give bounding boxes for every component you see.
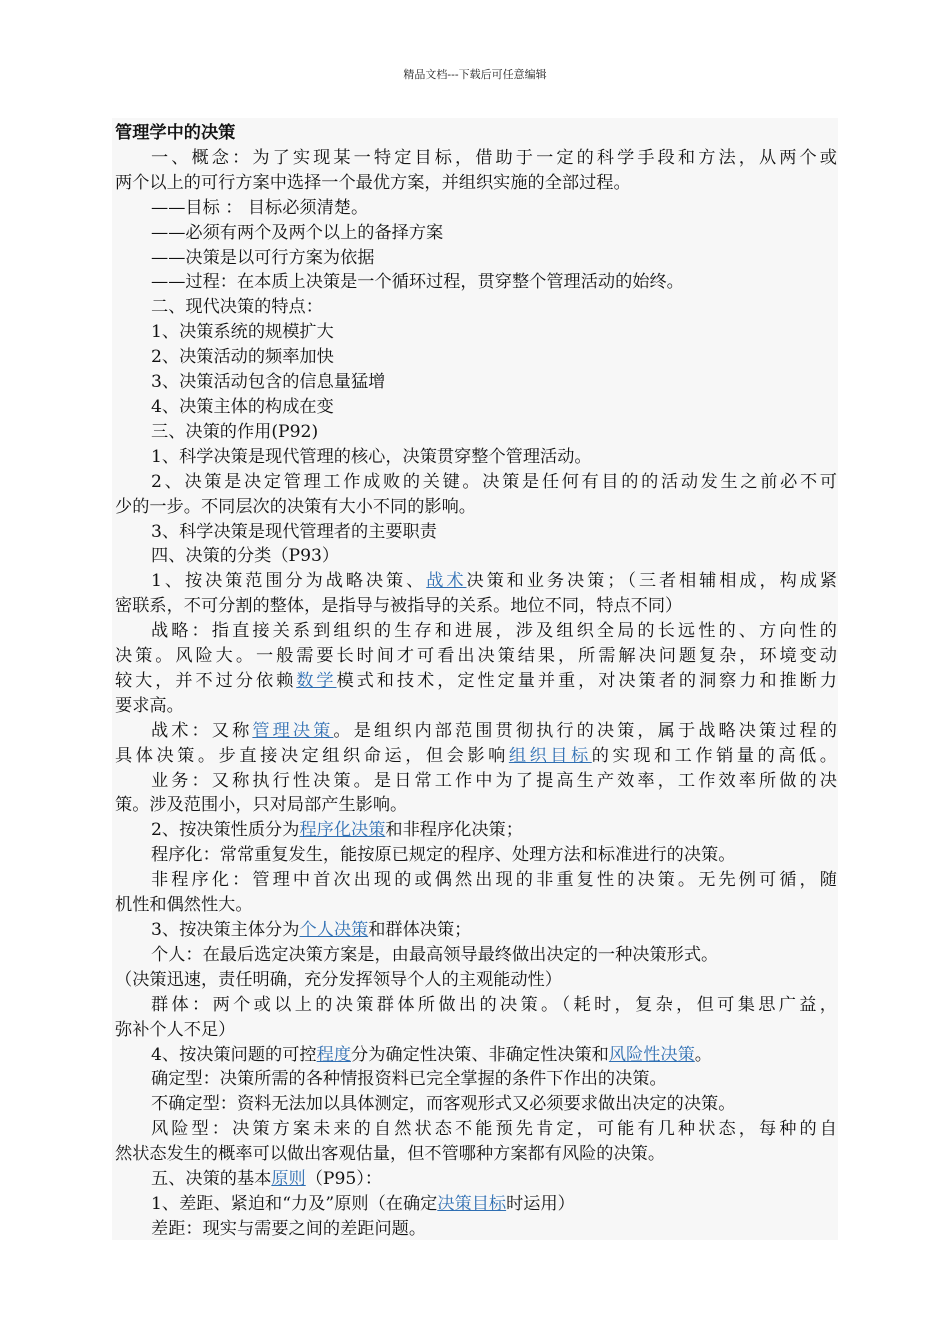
text-line (115, 619, 837, 644)
text-line (115, 1117, 837, 1142)
text-segment: 然状态发生的概率可以做出客观估量，但不管哪种方案都有风险的决策。 (115, 1144, 666, 1165)
text-segment: 少的一步。不同层次的决策有大小不同的影响。 (115, 496, 476, 517)
text-segment: 业务：又称执行性决策。是日常工作中为了提高生产效率，工作效率所做的决 (151, 770, 837, 791)
text-line (115, 146, 837, 171)
text-segment: 和群体决策； (368, 920, 472, 940)
text-line (115, 320, 837, 345)
text-segment: ——必须有两个及两个以上的备择方案 (151, 222, 444, 243)
page-header: 精品文档---下载后可任意编辑 (403, 68, 547, 81)
text-line (115, 1142, 837, 1167)
text-segment: 非程序化：管理中首次出现的或偶然出现的非重复性的决策。无先例可循，随 (151, 870, 837, 891)
text-segment: 一、概念：为了实现某一特定目标，借助于一定的科学手段和方法，从两个或 (151, 147, 837, 168)
text-segment: 二、现代决策的特点： (151, 297, 323, 318)
text-line (115, 395, 837, 420)
text-segment: 决策。风险大。一般需要长时间才可看出决策结果，所需解决问题复杂，环境变动 (115, 646, 837, 667)
text-segment: 弥补个人不足） (115, 1019, 236, 1040)
text-segment: 时运用） (506, 1193, 575, 1214)
text-segment: 密联系，不可分割的整体，是指导与被指导的关系。地位不同，特点不同） (115, 596, 683, 617)
text-line (115, 171, 837, 196)
text-segment: 群体：两个或以上的决策群体所做出的决策。（耗时，复杂，但可集思广益， (151, 994, 837, 1015)
text-line (115, 769, 837, 794)
text-segment: 模式和技术，定性定量并重，对决策者的洞察力和推断力 (336, 670, 837, 691)
text-segment: 1、差距、紧迫和“力及”原则（在确定 (151, 1193, 438, 1214)
text-line (115, 918, 837, 943)
hyperlink[interactable]: 原则 (271, 1169, 306, 1190)
text-line (115, 370, 837, 395)
paragraph-lines (115, 146, 837, 1242)
text-segment: 机性和偶然性大。 (115, 895, 253, 916)
text-line (115, 1092, 837, 1117)
text-segment: 战术：又称 (151, 720, 253, 741)
text-segment: 。 (694, 1044, 712, 1065)
text-line (115, 669, 837, 694)
text-line (115, 196, 837, 221)
text-segment: 较大，并不过分依赖 (115, 670, 297, 691)
text-segment: 五、决策的基本 (151, 1169, 272, 1190)
text-segment: 2、按决策性质分为 (151, 820, 300, 841)
text-line (115, 893, 837, 918)
text-segment: ——决策是以可行方案为依据 (151, 247, 375, 268)
text-line (115, 968, 837, 993)
text-line (115, 295, 837, 320)
hyperlink[interactable]: 组织目标 (508, 745, 592, 766)
text-line (115, 495, 837, 520)
text-segment: 3、按决策主体分为 (151, 920, 300, 940)
text-line (115, 569, 837, 594)
text-segment: 确定型：决策所需的各种情报资料已完全掌握的条件下作出的决策。 (151, 1069, 667, 1090)
hyperlink[interactable]: 数学 (296, 670, 337, 691)
text-segment: ——目标 ： 目标必须清楚。 (151, 197, 369, 218)
text-segment: 2、决策活动的频率加快 (151, 347, 334, 368)
text-segment: 2、决策是决定管理工作成败的关键。决策是任何有目的的活动发生之前必不可 (151, 471, 837, 492)
text-line (115, 544, 837, 569)
text-segment: 具体决策。步直接决定组织命运，但会影响 (115, 745, 509, 766)
text-line (115, 694, 837, 719)
text-line (115, 420, 837, 445)
text-segment: 战略：指直接关系到组织的生存和进展，涉及组织全局的长远性的、方向性的 (151, 621, 837, 642)
text-segment: 3、科学决策是现代管理者的主要职责 (151, 521, 437, 542)
text-segment: 不确定型：资料无法加以具体测定，而客观形式又必须要求做出决定的决策。 (151, 1094, 736, 1115)
text-segment: 三、决策的作用(P92) (151, 421, 319, 442)
text-segment: 要求高。 (115, 695, 184, 716)
text-line (115, 1043, 837, 1068)
text-line (115, 470, 837, 495)
text-segment: 程序化：常常重复发生，能按原已规定的程序、处理方法和标准进行的决策。 (151, 845, 736, 866)
text-line (115, 221, 837, 246)
text-segment: ——过程：在本质上决策是一个循环过程，贯穿整个管理活动的始终。 (151, 272, 684, 293)
text-line (115, 719, 837, 744)
text-segment: 和非程序化决策； (385, 820, 523, 841)
text-line (115, 270, 837, 295)
text-segment: （P95）： (305, 1169, 383, 1190)
text-segment: 分为确定性决策、非确定性决策和 (351, 1044, 609, 1065)
text-line (115, 744, 837, 769)
text-segment: 策。涉及范围小，只对局部产生影响。 (115, 795, 408, 816)
text-segment: 的实现和工作销量的高低。 (591, 745, 837, 766)
text-line (115, 818, 837, 843)
text-line (115, 644, 837, 669)
text-segment: 3、决策活动包含的信息量猛增 (151, 372, 386, 393)
text-segment: 1、决策系统的规模扩大 (151, 322, 334, 343)
text-segment: 4、按决策问题的可控 (151, 1044, 317, 1065)
text-segment: （决策迅速，责任明确，充分发挥领导个人的主观能动性） (115, 969, 562, 990)
text-line (115, 993, 837, 1018)
text-line (115, 1067, 837, 1092)
text-segment: 两个以上的可行方案中选择一个最优方案，并组织实施的全部过程。 (115, 172, 631, 193)
text-segment: 1、按决策范围分为战略决策、 (151, 571, 427, 592)
text-segment: 1、科学决策是现代管理的核心，决策贯穿整个管理活动。 (151, 446, 592, 467)
hyperlink[interactable]: 管理决策 (252, 720, 334, 741)
document-body (115, 121, 837, 1242)
text-line (115, 594, 837, 619)
text-segment: 个人：在最后选定决策方案是，由最高领导最终做出决定的一种决策形式。 (151, 944, 719, 965)
text-segment: 。是组织内部范围贯彻执行的决策，属于战略决策过程的 (333, 720, 837, 741)
text-line (115, 1167, 837, 1192)
text-line (115, 345, 837, 370)
text-line (115, 943, 837, 968)
text-line (115, 445, 837, 470)
text-line (115, 793, 837, 818)
text-line (115, 246, 837, 271)
text-line (115, 1192, 837, 1217)
text-segment: 决策和业务决策；（三者相辅相成，构成紧 (466, 571, 837, 592)
text-line (115, 520, 837, 545)
hyperlink[interactable]: 战术 (426, 571, 467, 592)
text-segment: 风险型：决策方案未来的自然状态不能预先肯定，可能有几种状态，每种的自 (151, 1119, 837, 1140)
hyperlink[interactable]: 程度 (316, 1044, 352, 1065)
hyperlink[interactable]: 个人决策 (299, 920, 369, 940)
text-line (115, 1217, 837, 1242)
text-segment: 差距：现实与需要之间的差距问题。 (151, 1218, 427, 1239)
text-line (115, 1018, 837, 1043)
text-line (115, 868, 837, 893)
document-title: 管理学中的决策 (115, 123, 236, 143)
text-segment: 四、决策的分类（P93） (151, 546, 340, 567)
text-segment: 4、决策主体的构成在变 (151, 396, 334, 417)
hyperlink[interactable]: 风险性决策 (608, 1044, 695, 1065)
text-line (115, 843, 837, 868)
hyperlink[interactable]: 决策目标 (437, 1193, 507, 1214)
hyperlink[interactable]: 程序化决策 (299, 820, 386, 841)
